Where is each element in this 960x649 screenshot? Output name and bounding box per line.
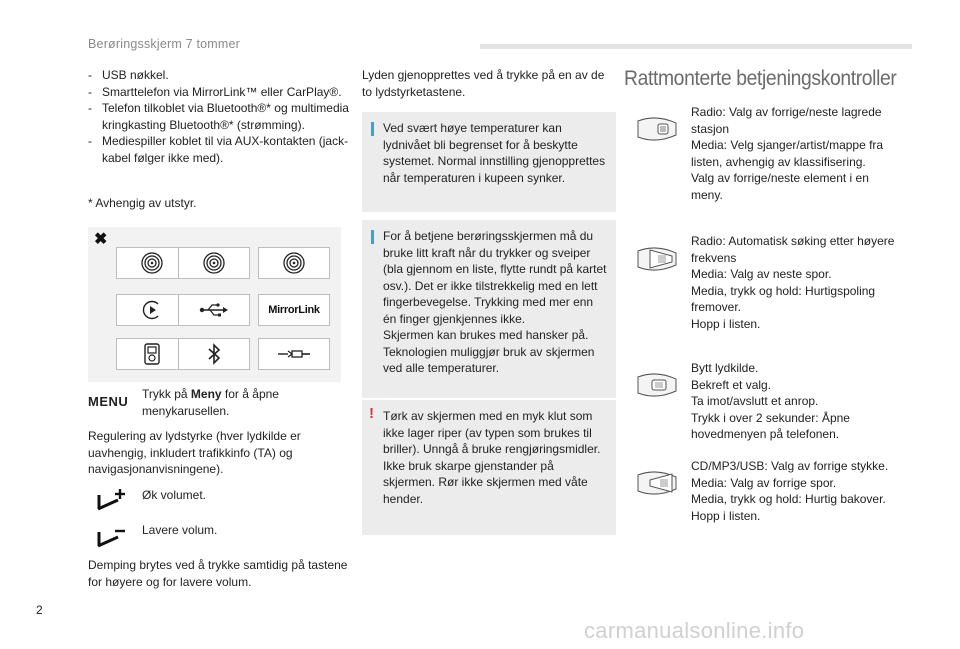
note-text: Tørk av skjermen med en myk klut som ikke lager riper (av typen som brukes til briller). Unngå å bruke rengjøringsmidler. Ikke bruk skarpe gjenstander på skjermen. Rør ikke skjermen med våte hender. bbox=[383, 409, 601, 506]
page-header-title: Berøringsskjerm 7 tommer bbox=[88, 37, 241, 51]
aux-jack-icon bbox=[276, 348, 312, 360]
watermark: carmanualsonline.info bbox=[584, 618, 805, 643]
bluetooth-icon bbox=[207, 343, 221, 365]
footnote: * Avhengig av utstyr. bbox=[88, 196, 197, 210]
mirrorlink-logo: MirrorLink bbox=[268, 304, 320, 316]
info-note-touch bbox=[362, 220, 616, 398]
note-text: Ved svært høye temperaturer kan lydnivået bli begrenset for å beskytte systemet. Normal innstilling gjenopprettes når temperaturen i kupeen synker. bbox=[383, 121, 606, 185]
bluetooth-source-tile[interactable] bbox=[178, 338, 250, 370]
radio-wave-icon bbox=[282, 251, 306, 275]
list-item: - Mediespiller koblet til via AUX-kontakten (jack-kabel følger ikke med). bbox=[88, 134, 349, 165]
note-text: For å betjene berøringsskjermen må du bruke litt kraft når du trykker og sveiper (bla gjennom en liste, flytte rundt på kartet osv.). Det er ikke tilstrekkelig med en lett fingerbevegelse. Trykking med mer enn én finger gjenkjennes ikke. Skjermen kan brukes med hansker på. Teknologien muliggjør bruk av skjermen ved alle temperaturer. bbox=[383, 229, 607, 375]
steering-control-icon bbox=[636, 372, 678, 398]
radio-wave-icon bbox=[140, 251, 164, 275]
volume-up-label: Øk volumet. bbox=[142, 488, 207, 502]
volume-down-icon bbox=[96, 526, 126, 548]
volume-down-label: Lavere volum. bbox=[142, 523, 218, 537]
page-number: 2 bbox=[36, 603, 43, 617]
section-title: Rattmonterte betjeningskontroller bbox=[624, 67, 897, 90]
list-item: - Telefon tilkoblet via Bluetooth®* og multimedia kringkasting Bluetooth®* (strømming). bbox=[88, 101, 349, 132]
media-player-icon bbox=[143, 343, 161, 365]
header-divider bbox=[480, 44, 912, 49]
usb-source-tile[interactable] bbox=[178, 294, 250, 326]
list-item: - USB nøkkel. bbox=[88, 68, 169, 82]
source-list bbox=[88, 67, 350, 166]
steering-control-icon bbox=[636, 246, 678, 272]
volume-intro: Regulering av lydstyrke (hver lydkilde er uavhengig, inkludert trafikkinfo (TA) og navigasjonanvisningene). bbox=[88, 429, 301, 476]
menu-description: Trykk på Meny for å åpne menykarusellen. bbox=[142, 387, 279, 418]
info-bar-icon bbox=[371, 122, 374, 136]
list-item: - Smarttelefon via MirrorLink™ eller CarPlay®. bbox=[88, 84, 342, 99]
play-disc-icon bbox=[140, 298, 164, 322]
warning-icon: ! bbox=[369, 405, 374, 422]
control-description: Radio: Valg av forrige/neste lagrede stasjon Media: Velg sjanger/artist/mappe fra listen, avhengig av klassifisering. Valg av forrige/neste element i en meny. bbox=[691, 105, 884, 202]
warning-note-cleaning bbox=[362, 400, 616, 535]
control-description: CD/MP3/USB: Valg av forrige stykke. Media: Valg av forrige spor. Media, trykk og hold: Hurtig bakover. Hopp i listen. bbox=[691, 459, 889, 523]
fm-source-tile[interactable] bbox=[258, 247, 330, 279]
radio-wave-icon bbox=[202, 251, 226, 275]
aux-source-tile[interactable] bbox=[258, 338, 330, 370]
steering-control-icon bbox=[636, 116, 678, 142]
steering-control-icon bbox=[636, 470, 678, 496]
mirrorlink-source-tile[interactable] bbox=[258, 294, 330, 326]
volume-up-icon bbox=[96, 489, 126, 511]
menu-key-label: MENU bbox=[88, 394, 129, 409]
mute-description: Demping brytes ved å trykke samtidig på tastene for høyere og for lavere volum. bbox=[88, 558, 348, 589]
restore-sound-text: Lyden gjenopprettes ved å trykke på en av de to lydstyrketastene. bbox=[362, 68, 605, 99]
control-description: Radio: Automatisk søking etter høyere frekvens Media: Valg av neste spor. Media, trykk og hold: Hurtigspoling fremover. Hopp i listen. bbox=[691, 234, 895, 331]
media-source-panel bbox=[88, 227, 341, 382]
close-icon[interactable]: ✖ bbox=[94, 231, 108, 248]
control-description: Bytt lydkilde. Bekreft et valg. Ta imot/avslutt et anrop. Trykk i over 2 sekunder: Åpne hovedmenyen på telefonen. bbox=[691, 361, 850, 441]
dab-source-tile[interactable] bbox=[178, 247, 250, 279]
usb-icon bbox=[199, 302, 229, 318]
info-bar-icon bbox=[371, 230, 374, 244]
info-note-temperature bbox=[362, 112, 616, 212]
